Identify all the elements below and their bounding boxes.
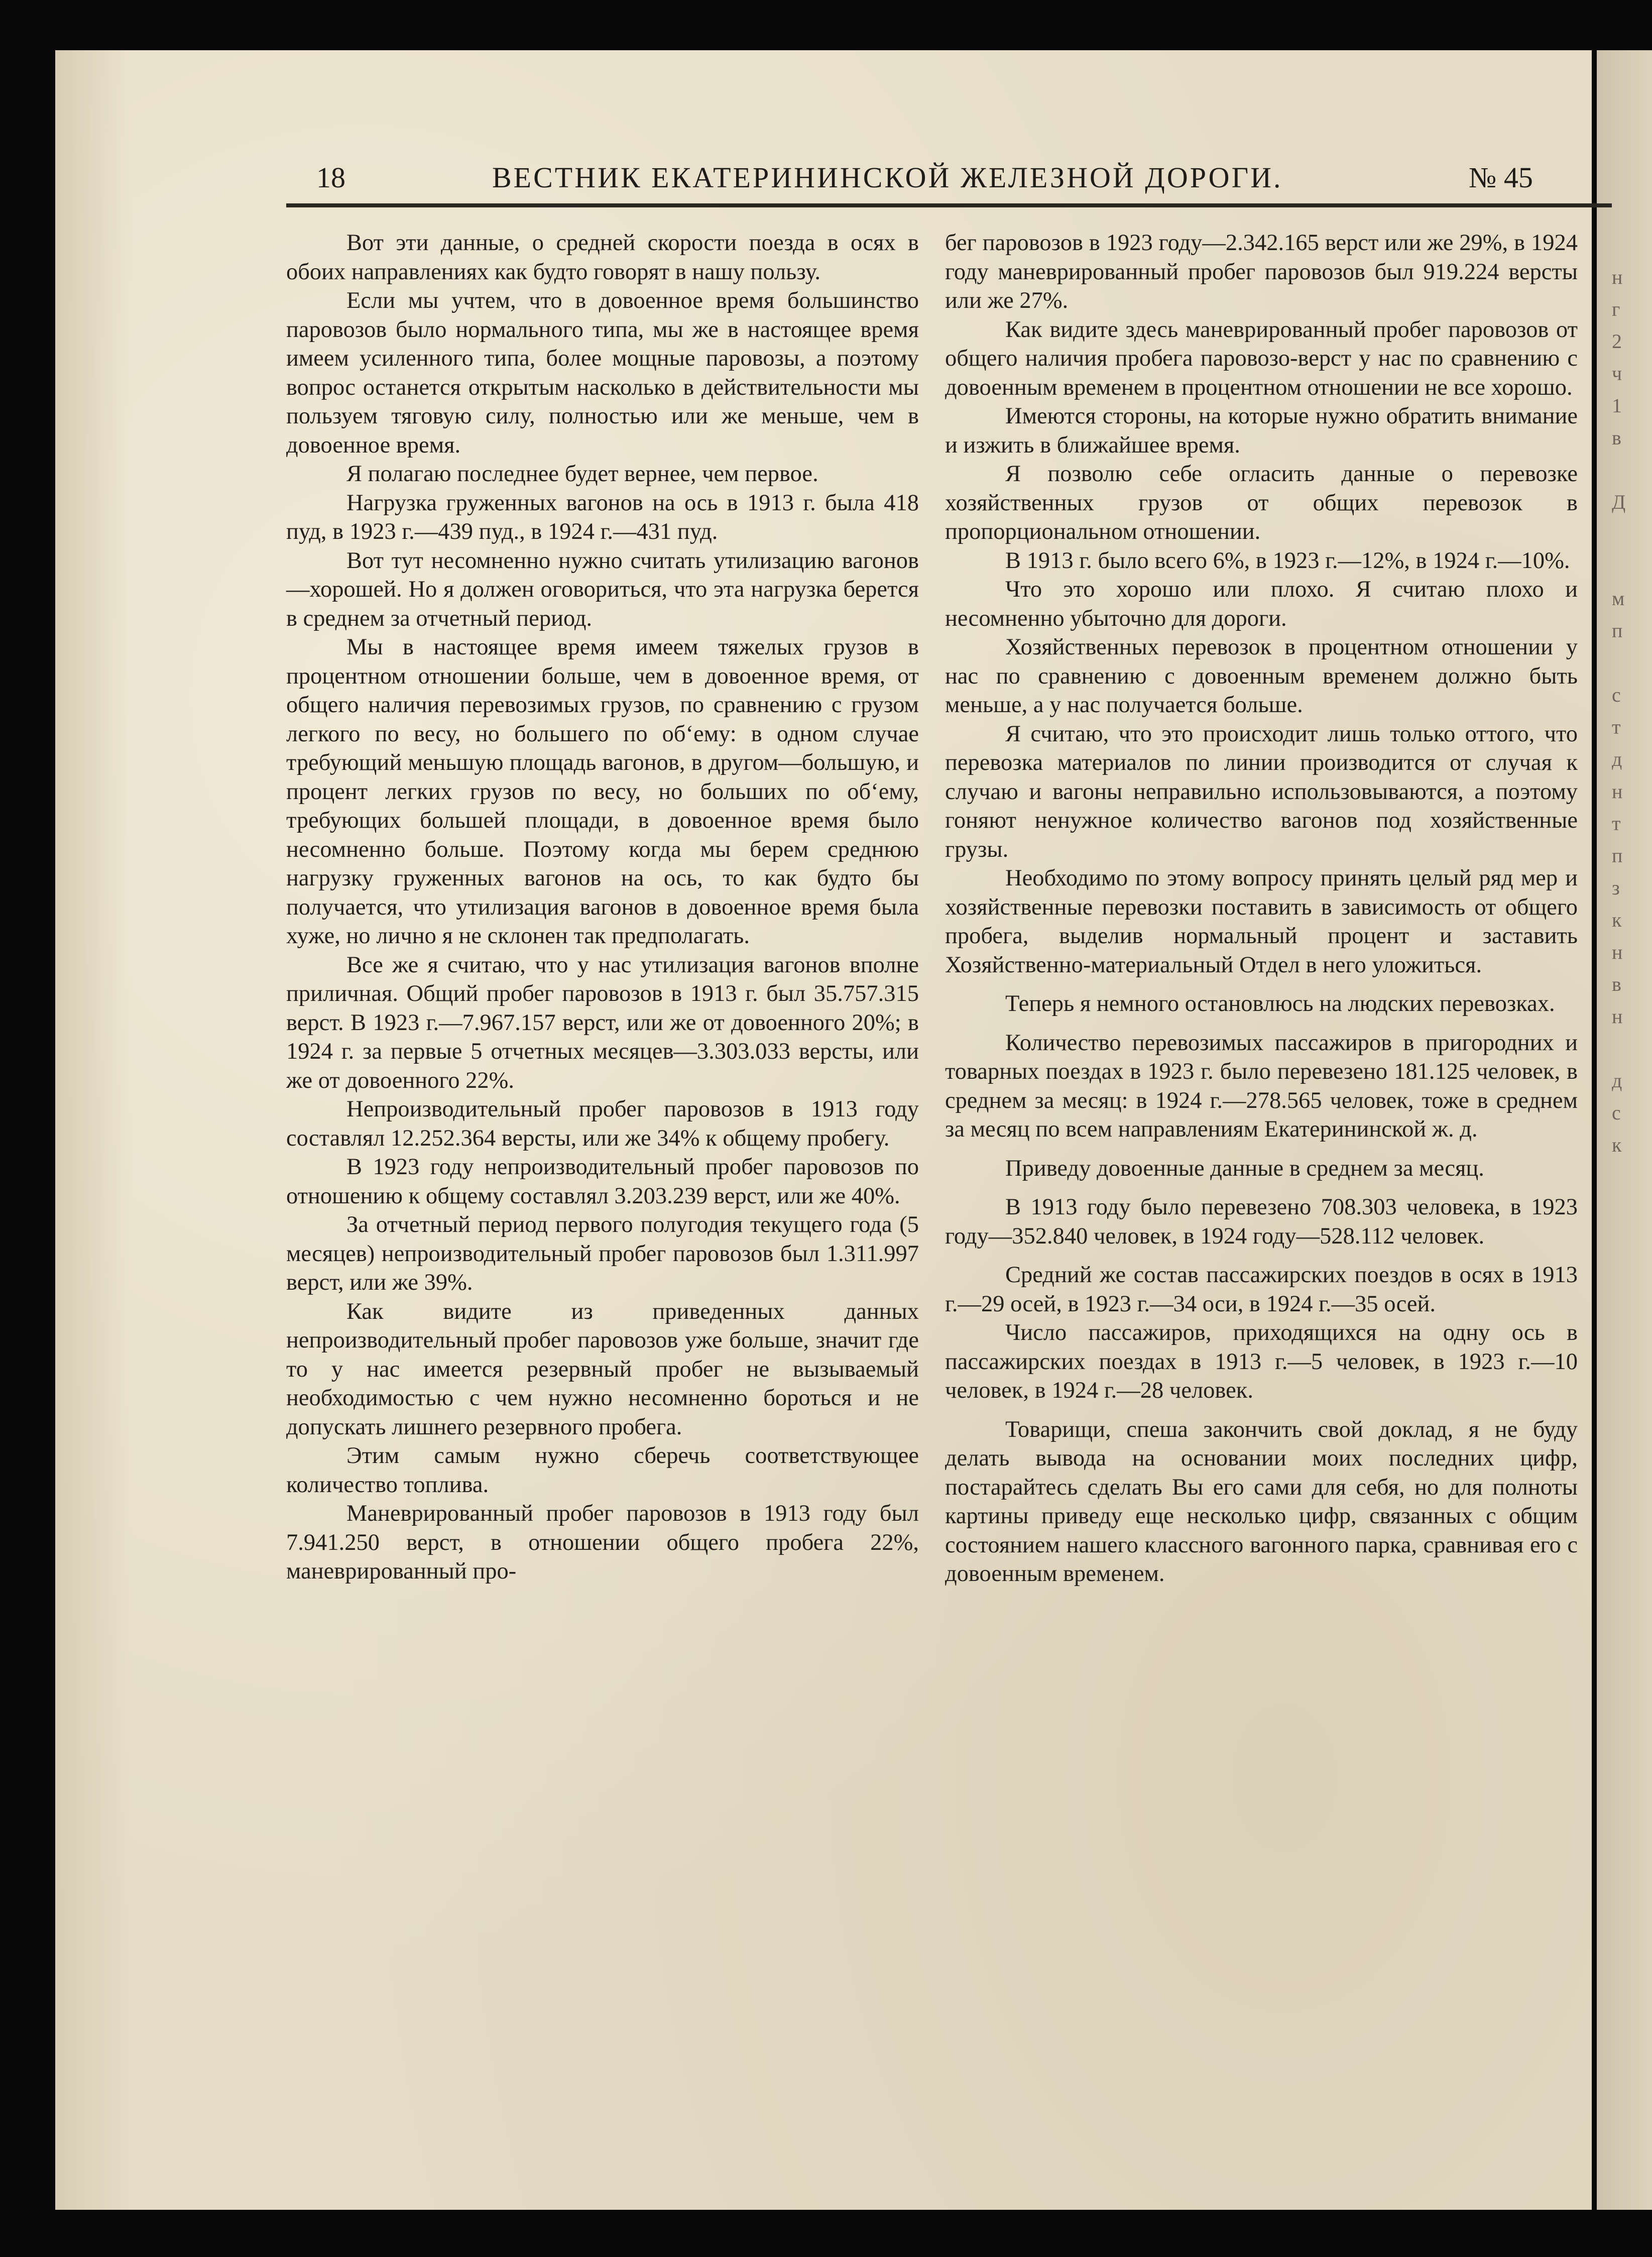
paragraph: Я полагаю последнее будет вернее, чем первое. [346,461,818,487]
paragraph: Приведу довоенные данные в среднем за месяц. [1005,1155,1484,1181]
paragraph: Вот эти данные, о средней скорости поезда в осях в обоих направлениях как будто говорят в нашу пользу. [286,230,919,285]
journal-title: ВЕСТНИК ЕКАТЕРИНИНСКОЙ ЖЕЛЕЗНОЙ ДОРОГИ. [492,161,1283,194]
paragraph: Мы в настоящее время имеем тяжелых грузов в процентном отношении больше, чем в довоенное время, от общего наличия перевозимых грузов, по сравнению с грузом легкого по весу, но большего по об‘ему: в одном случае требующий меньшую площадь вагонов, в другом—большую, и процент легких грузов по весу, но больших по об‘ему, требующих большей площади, в довоенное время было несомненно больше. Поэтому когда мы берем среднюю нагрузку груженных вагонов на ось, то как будто бы получается, что утилизация вагонов в довоенное время была хуже, но лично я не склонен так предполагать. [286,634,919,949]
paragraph: Имеются стороны, на которые нужно обратить внимание и изжить в ближайшее время. [945,403,1578,458]
paragraph: Необходимо по этому вопросу принять целый ряд мер и хозяйственные перевозки поставить в зависимость от общего пробега, выделив нормальный процент и заставить Хозяйственно-материальный Отдел в него уложиться. [945,865,1578,978]
paragraph: Количество перевозимых пассажиров в пригородних и товарных поездах в 1923 г. было перевезено 181.125 человек, в среднем за месяц: в 1924 г.—278.565 человек, тоже в среднем за месяц по всем направлениям Екатерининской ж. д. [945,1030,1578,1142]
paragraph: Как видите из приведенных данных непроизводительный пробег паровозов уже больше, значит где то у нас имеется резервный пробег не вызываемый необходимостью с чем нужно несомненно бороться и не допускать лишнего резервного пробега. [286,1298,919,1440]
paragraph: Этим самым нужно сберечь соответствующее количество топлива. [286,1443,919,1498]
paragraph: Нагрузка груженных вагонов на ось в 1913 г. была 418 пуд, в 1923 г.—439 пуд., в 1924 г.—431 пуд. [286,490,919,544]
paragraph: Вот тут несомненно нужно считать утилизацию вагонов—хорошей. Но я должен оговориться, что эта нагрузка берется в среднем за отчетный период. [286,547,919,631]
paragraph: Средний же состав пассажирских поездов в осях в 1913 г.—29 осей, в 1923 г.—34 оси, в 1924 г.—35 осей. [945,1262,1578,1317]
paragraph: Число пассажиров, приходящихся на одну ось в пассажирских поездах в 1913 г.—5 человек, в 1923 г.—10 человек, в 1924 г.—28 человек. [945,1320,1578,1403]
adjacent-page-edge: н г 2 ч 1 в Д м п с т д н т п з к н в н д с к [1597,50,1652,2210]
paragraph-continuation: бег паровозов в 1923 году—2.342.165 верст или же 29%, в 1924 году маневрированный пробег паровозов был 919.224 версты или же 27%. [945,230,1578,313]
right-text-column [945,229,1578,1589]
paragraph: Что это хорошо или плохо. Я считаю плохо и несомненно убыточно для дороги. [945,577,1578,631]
paragraph: Я считаю, что это происходит лишь только оттого, что перевозка материалов по линии производится от случая к случаю и вагоны неправильно использовываются, а поэтому гоняют ненужное количество вагонов под хозяйственные грузы. [945,721,1578,862]
paragraph: Товарищи, спеша закончить свой доклад, я не буду делать вывода на основании моих последних цифр, постарайтесь сделать Вы его сами для себя, но для полноты картины приведу еще несколько цифр, связанных с общим состоянием нашего классного вагонного парка, сравнивая его с довоенным временем. [945,1416,1578,1587]
paragraph: Если мы учтем, что в довоенное время большинство паровозов было нормального типа, мы же в настоящее время имеем усиленного типа, более мощные паровозы, а поэтому вопрос останется открытым насколько в действительности мы пользуем тяговую силу, полностью или же меньше, чем в довоенное время. [286,288,919,458]
paragraph: Маневрированный пробег паровозов в 1913 году был 7.941.250 верст, в отношении общего пробега 22%, маневрированный про- [286,1501,919,1584]
header-rule [286,203,1612,207]
paragraph: Хозяйственных перевозок в процентном отношении у нас по сравнению с довоенным временем должно быть меньше, а у нас получается больше. [945,634,1578,718]
paragraph: Я позволю себе огласить данные о перевозке хозяйственных грузов от общих перевозок в пропорциональном отношении. [945,461,1578,544]
paragraph: В 1913 году было перевезено 708.303 человека, в 1923 году—352.840 человек, в 1924 году—528.112 человек. [945,1194,1578,1249]
paragraph: За отчетный период первого полугодия текущего года (5 месяцев) непроизводительный пробег паровозов был 1.311.997 верст, или же 39%. [286,1212,919,1295]
paragraph: Теперь я немного остановлюсь на людских перевозках. [1005,991,1555,1017]
paragraph: В 1913 г. было всего 6%, в 1923 г.—12%, в 1924 г.—10%. [1005,547,1570,574]
page-edge-shadow [55,50,131,2210]
paragraph: Как видите здесь маневрированный пробег паровозов от общего наличия пробега паровозо-верст у нас по сравнению с довоенным временем в процентном отношении не все хорошо. [945,316,1578,400]
paragraph: Непроизводительный пробег паровозов в 1913 году составлял 12.252.364 версты, или же 34% к общему пробегу. [286,1096,919,1151]
paragraph: Все же я считаю, что у нас утилизация вагонов вполне приличная. Общий пробег паровозов в 1913 г. был 35.757.315 верст. В 1923 г.—7.967.157 верст, или же от довоенного 20%; в 1924 г. за первые 5 отчетных месяцев—3.303.033 версты, или же от довоенного 22%. [286,952,919,1093]
paragraph: В 1923 году непроизводительный пробег паровозов по отношению к общему составлял 3.203.239 верст, или же 40%. [286,1154,919,1209]
page-header [231,161,1587,209]
issue-number: № 45 [1469,161,1533,194]
left-text-column [286,229,919,1586]
page-number: 18 [316,161,345,194]
